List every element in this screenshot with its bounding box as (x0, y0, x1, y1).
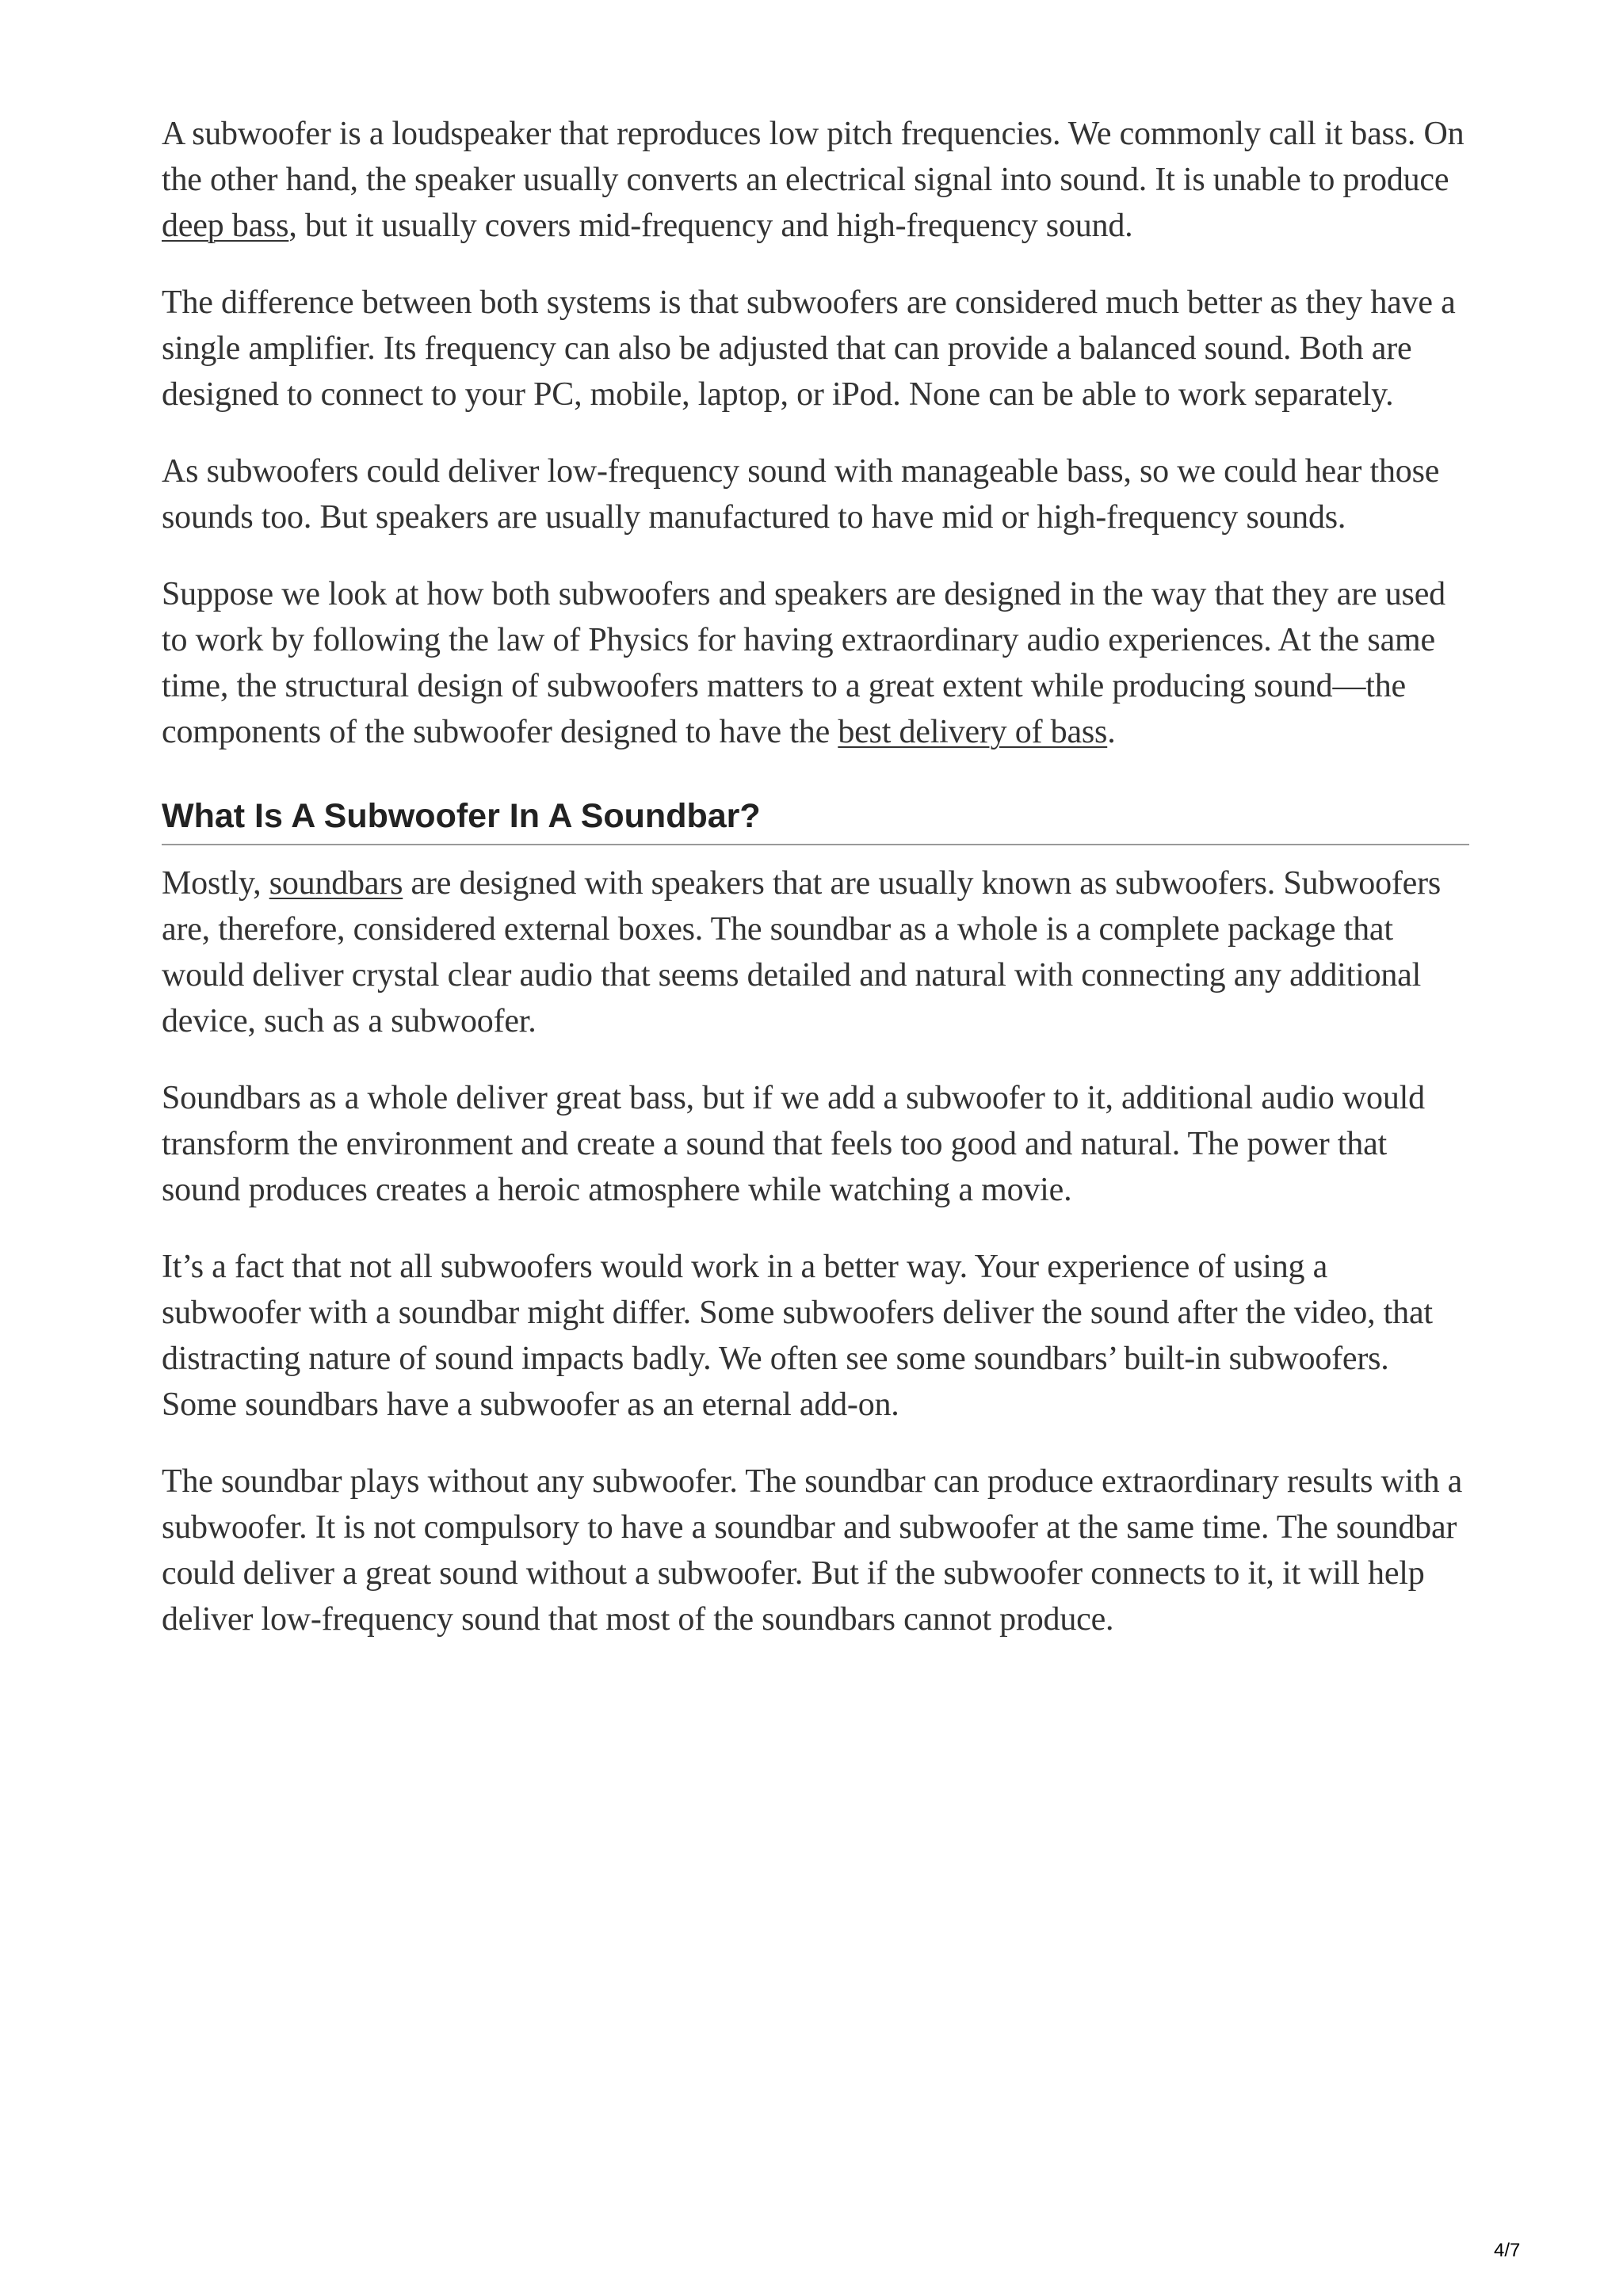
intro-paragraph-1 (162, 111, 1469, 249)
section-paragraph-1 (162, 860, 1469, 1044)
article-body (162, 111, 1469, 1673)
deep-bass-link[interactable]: deep bass (162, 208, 289, 244)
best-delivery-of-bass-link[interactable]: best delivery of bass (838, 714, 1108, 750)
paragraph-text: Suppose we look at how both subwoofers and speakers are designed in the way that they are used to work by following the law of Physics for having extraordinary audio experiences. At the same time, the structural design of subwoofers matters to a great extent while producing sound—the components of the subwoofer designed to have the (162, 576, 1445, 750)
page-number: 4/7 (1494, 2240, 1521, 2261)
intro-paragraph-4 (162, 571, 1469, 755)
paragraph-text: are designed with speakers that are usually known as subwoofers. Subwoofers are, therefore, considered external boxes. The soundbar as a whole is a complete package that would deliver crystal clear audio that seems detailed and natural with connecting any additional device, such as a subwoofer. (162, 865, 1442, 1039)
section-heading: What Is A Subwoofer In A Soundbar? (162, 795, 1469, 845)
intro-paragraph-3: As subwoofers could deliver low-frequency sound with manageable bass, so we could hear those sounds too. But speakers are usually manufactured to have mid or high-frequency sounds. (162, 453, 1440, 536)
paragraph-text: Mostly, (162, 865, 269, 902)
section-paragraph-4: The soundbar plays without any subwoofer. The soundbar can produce extraordinary results with a subwoofer. It is not compulsory to have a soundbar and subwoofer at the same time. The soundbar could deliver a great sound without a subwoofer. But if the subwoofer connects to it, it will help deliver low-frequency sound that most of the soundbars cannot produce. (162, 1463, 1463, 1638)
paragraph-text: . (1107, 714, 1116, 750)
soundbars-link[interactable]: soundbars (269, 865, 403, 902)
section-paragraph-2: Soundbars as a whole deliver great bass, but if we add a subwoofer to it, additional audio would transform the environment and create a sound that feels too good and natural. The power that sound produces creates a heroic atmosphere while watching a movie. (162, 1080, 1425, 1208)
paragraph-text: , but it usually covers mid-frequency and high-frequency sound. (288, 208, 1133, 244)
section-paragraph-3: It’s a fact that not all subwoofers would work in a better way. Your experience of using a subwoofer with a soundbar might differ. Some subwoofers deliver the sound after the video, that distracting nature of sound impacts badly. We often see some soundbars’ built-in subwoofers. Some soundbars have a subwoofer as an eternal add-on. (162, 1249, 1433, 1423)
intro-paragraph-2: The difference between both systems is that subwoofers are considered much better as they have a single amplifier. Its frequency can also be adjusted that can provide a balanced sound. Both are designed to connect to your PC, mobile, laptop, or iPod. None can be able to work separately. (162, 284, 1456, 413)
paragraph-text: A subwoofer is a loudspeaker that reproduces low pitch frequencies. We commonly call it bass. On the other hand, the speaker usually converts an electrical signal into sound. It is unable to produce (162, 116, 1465, 198)
